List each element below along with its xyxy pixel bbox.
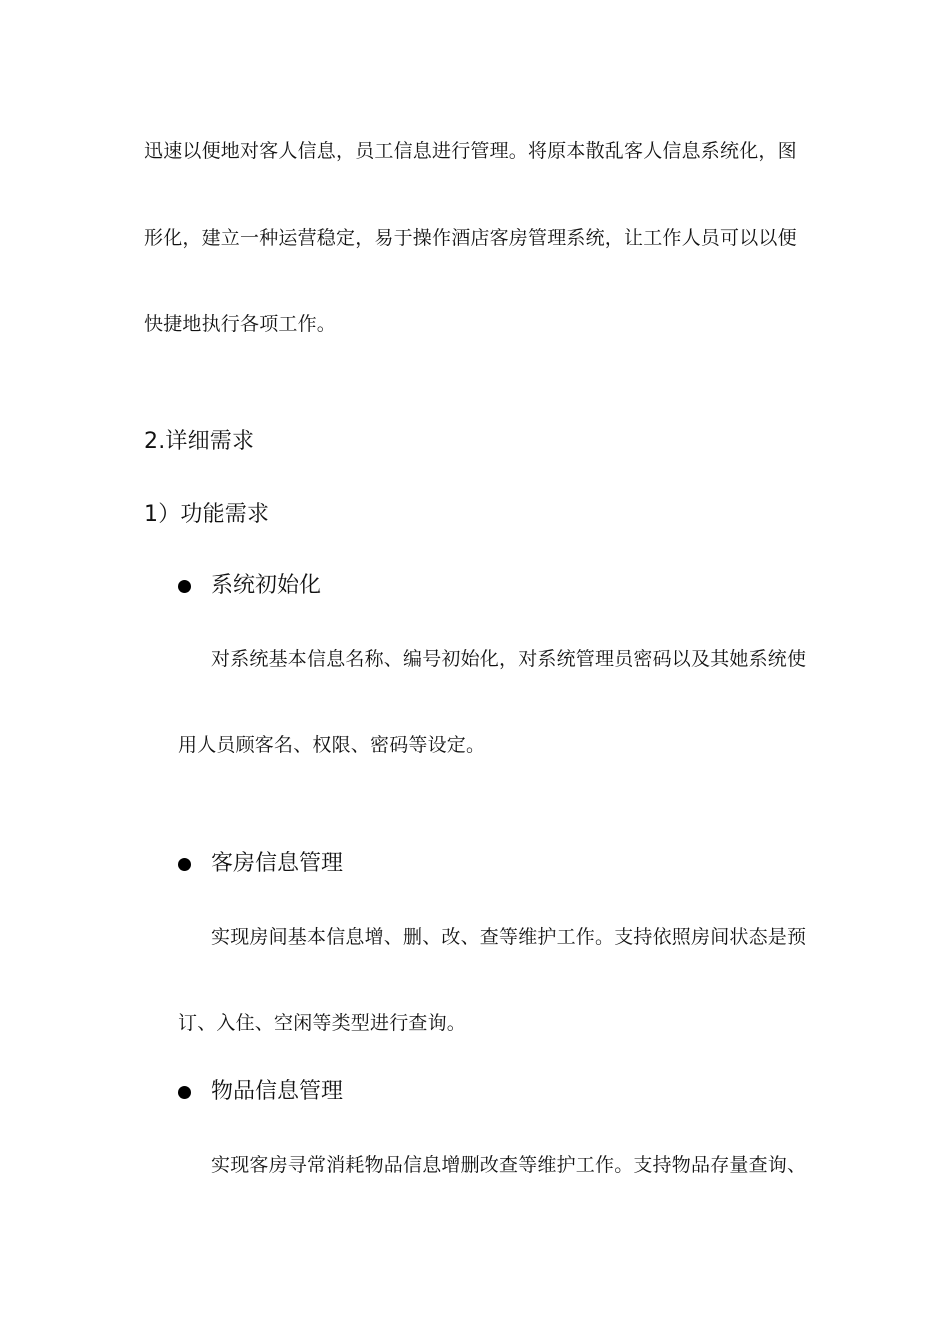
bullet-title: 系统初始化 — [211, 573, 322, 598]
bullet-icon — [178, 858, 191, 871]
item-2-text-line-1: 实现房间基本信息增、删、改、查等维护工作。支持依照房间状态是预 — [211, 926, 807, 948]
bullet-title: 客房信息管理 — [211, 851, 344, 876]
subsection-heading: 1）功能需求 — [144, 502, 270, 527]
intro-line-3: 快捷地执行各项工作。 — [144, 313, 337, 335]
bullet-icon — [178, 580, 191, 593]
item-3-text-line-1: 实现客房寻常消耗物品信息增删改查等维护工作。支持物品存量查询、 — [211, 1154, 807, 1176]
item-1-text-line-1: 对系统基本信息名称、编号初始化，对系统管理员密码以及其她系统使 — [211, 648, 807, 670]
bullet-icon — [178, 1086, 191, 1099]
item-2-text-line-2: 订、入住、空闲等类型进行查询。 — [178, 1012, 467, 1034]
bullet-item-room-info — [178, 849, 343, 879]
bullet-title: 物品信息管理 — [211, 1079, 344, 1104]
bullet-item-goods-info — [178, 1077, 343, 1107]
intro-line-1: 迅速以便地对客人信息，员工信息进行管理。将原本散乱客人信息系统化，图 — [144, 140, 797, 162]
bullet-item-system-init — [178, 571, 321, 601]
item-1-text-line-2: 用人员顾客名、权限、密码等设定。 — [178, 734, 486, 756]
section-heading: 2.详细需求 — [144, 429, 255, 454]
intro-line-2: 形化，建立一种运营稳定，易于操作酒店客房管理系统，让工作人员可以以便 — [144, 227, 797, 249]
